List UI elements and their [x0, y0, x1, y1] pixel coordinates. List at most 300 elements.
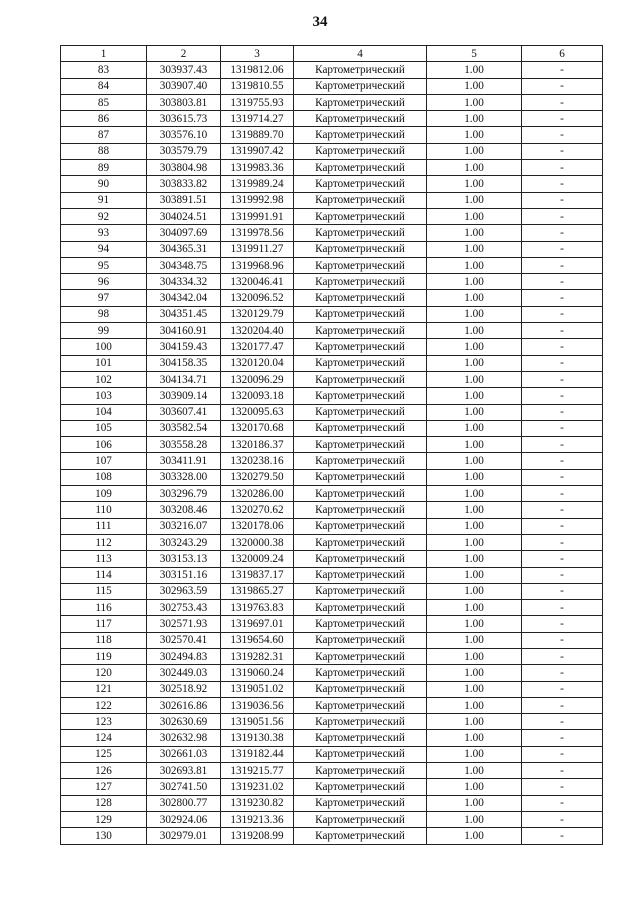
point-number-cell: 98 [61, 306, 147, 322]
point-number-cell: 104 [61, 404, 147, 420]
y-coordinate-cell: 1319654.60 [221, 632, 294, 648]
method-cell: Картометрический [294, 648, 427, 664]
table-row [61, 143, 603, 159]
y-coordinate-cell: 1319697.01 [221, 616, 294, 632]
x-coordinate-cell: 304334.32 [147, 274, 221, 290]
y-coordinate-cell: 1319992.98 [221, 192, 294, 208]
y-coordinate-cell: 1319968.96 [221, 257, 294, 273]
method-cell: Картометрический [294, 583, 427, 599]
point-number-cell: 88 [61, 143, 147, 159]
note-cell: - [522, 241, 603, 257]
x-coordinate-cell: 303833.82 [147, 176, 221, 192]
table-row [61, 241, 603, 257]
accuracy-cell: 1.00 [427, 600, 522, 616]
y-coordinate-cell: 1319810.55 [221, 78, 294, 94]
accuracy-cell: 1.00 [427, 78, 522, 94]
note-cell: - [522, 551, 603, 567]
method-cell: Картометрический [294, 404, 427, 420]
accuracy-cell: 1.00 [427, 404, 522, 420]
note-cell: - [522, 306, 603, 322]
y-coordinate-cell: 1319051.02 [221, 681, 294, 697]
y-coordinate-cell: 1320279.50 [221, 469, 294, 485]
table-row [61, 225, 603, 241]
point-number-cell: 119 [61, 648, 147, 664]
accuracy-cell: 1.00 [427, 371, 522, 387]
table-row [61, 404, 603, 420]
point-number-cell: 124 [61, 730, 147, 746]
point-number-cell: 128 [61, 795, 147, 811]
y-coordinate-cell: 1319907.42 [221, 143, 294, 159]
table-row [61, 437, 603, 453]
table-row [61, 648, 603, 664]
note-cell: - [522, 567, 603, 583]
note-cell: - [522, 404, 603, 420]
method-cell: Картометрический [294, 306, 427, 322]
table-body [61, 62, 603, 844]
accuracy-cell: 1.00 [427, 355, 522, 371]
point-number-cell: 122 [61, 697, 147, 713]
point-number-cell: 109 [61, 486, 147, 502]
point-number-cell: 121 [61, 681, 147, 697]
note-cell: - [522, 811, 603, 827]
y-coordinate-cell: 1319991.91 [221, 208, 294, 224]
y-coordinate-cell: 1319763.83 [221, 600, 294, 616]
note-cell: - [522, 160, 603, 176]
point-number-cell: 105 [61, 420, 147, 436]
column-header-1: 1 [61, 46, 147, 62]
y-coordinate-cell: 1319755.93 [221, 94, 294, 110]
accuracy-cell: 1.00 [427, 143, 522, 159]
table-row [61, 714, 603, 730]
note-cell: - [522, 111, 603, 127]
table-row [61, 600, 603, 616]
x-coordinate-cell: 303937.43 [147, 62, 221, 78]
table-row [61, 323, 603, 339]
column-header-3: 3 [221, 46, 294, 62]
method-cell: Картометрический [294, 78, 427, 94]
table-row [61, 208, 603, 224]
x-coordinate-cell: 302616.86 [147, 697, 221, 713]
accuracy-cell: 1.00 [427, 632, 522, 648]
table-row [61, 62, 603, 78]
method-cell: Картометрический [294, 518, 427, 534]
table-row [61, 730, 603, 746]
note-cell: - [522, 469, 603, 485]
method-cell: Картометрический [294, 225, 427, 241]
table-row [61, 583, 603, 599]
point-number-cell: 86 [61, 111, 147, 127]
table-row [61, 339, 603, 355]
method-cell: Картометрический [294, 274, 427, 290]
note-cell: - [522, 388, 603, 404]
method-cell: Картометрический [294, 779, 427, 795]
accuracy-cell: 1.00 [427, 306, 522, 322]
point-number-cell: 123 [61, 714, 147, 730]
accuracy-cell: 1.00 [427, 274, 522, 290]
y-coordinate-cell: 1319230.82 [221, 795, 294, 811]
method-cell: Картометрический [294, 697, 427, 713]
note-cell: - [522, 779, 603, 795]
method-cell: Картометрический [294, 763, 427, 779]
method-cell: Картометрический [294, 616, 427, 632]
y-coordinate-cell: 1319978.56 [221, 225, 294, 241]
x-coordinate-cell: 304348.75 [147, 257, 221, 273]
method-cell: Картометрический [294, 502, 427, 518]
accuracy-cell: 1.00 [427, 257, 522, 273]
y-coordinate-cell: 1320046.41 [221, 274, 294, 290]
point-number-cell: 92 [61, 208, 147, 224]
note-cell: - [522, 632, 603, 648]
x-coordinate-cell: 302753.43 [147, 600, 221, 616]
point-number-cell: 93 [61, 225, 147, 241]
accuracy-cell: 1.00 [427, 469, 522, 485]
accuracy-cell: 1.00 [427, 420, 522, 436]
point-number-cell: 90 [61, 176, 147, 192]
note-cell: - [522, 486, 603, 502]
x-coordinate-cell: 302518.92 [147, 681, 221, 697]
x-coordinate-cell: 303607.41 [147, 404, 221, 420]
y-coordinate-cell: 1320178.06 [221, 518, 294, 534]
table-row [61, 763, 603, 779]
table-row [61, 306, 603, 322]
accuracy-cell: 1.00 [427, 763, 522, 779]
note-cell: - [522, 681, 603, 697]
accuracy-cell: 1.00 [427, 388, 522, 404]
method-cell: Картометрический [294, 600, 427, 616]
y-coordinate-cell: 1320095.63 [221, 404, 294, 420]
method-cell: Картометрический [294, 388, 427, 404]
table-row [61, 616, 603, 632]
note-cell: - [522, 534, 603, 550]
note-cell: - [522, 714, 603, 730]
note-cell: - [522, 518, 603, 534]
table-row [61, 795, 603, 811]
accuracy-cell: 1.00 [427, 290, 522, 306]
x-coordinate-cell: 303208.46 [147, 502, 221, 518]
accuracy-cell: 1.00 [427, 502, 522, 518]
table-row [61, 486, 603, 502]
y-coordinate-cell: 1320238.16 [221, 453, 294, 469]
note-cell: - [522, 127, 603, 143]
accuracy-cell: 1.00 [427, 208, 522, 224]
y-coordinate-cell: 1320096.29 [221, 371, 294, 387]
table-row [61, 355, 603, 371]
y-coordinate-cell: 1320129.79 [221, 306, 294, 322]
accuracy-cell: 1.00 [427, 127, 522, 143]
coordinates-table [60, 45, 603, 845]
method-cell: Картометрический [294, 811, 427, 827]
x-coordinate-cell: 303891.51 [147, 192, 221, 208]
method-cell: Картометрический [294, 486, 427, 502]
point-number-cell: 97 [61, 290, 147, 306]
accuracy-cell: 1.00 [427, 551, 522, 567]
point-number-cell: 89 [61, 160, 147, 176]
accuracy-cell: 1.00 [427, 339, 522, 355]
table-row [61, 681, 603, 697]
accuracy-cell: 1.00 [427, 714, 522, 730]
point-number-cell: 130 [61, 828, 147, 844]
accuracy-cell: 1.00 [427, 583, 522, 599]
accuracy-cell: 1.00 [427, 176, 522, 192]
x-coordinate-cell: 304365.31 [147, 241, 221, 257]
column-header-5: 5 [427, 46, 522, 62]
note-cell: - [522, 437, 603, 453]
method-cell: Картометрический [294, 192, 427, 208]
note-cell: - [522, 94, 603, 110]
accuracy-cell: 1.00 [427, 94, 522, 110]
x-coordinate-cell: 302630.69 [147, 714, 221, 730]
accuracy-cell: 1.00 [427, 616, 522, 632]
note-cell: - [522, 665, 603, 681]
method-cell: Картометрический [294, 453, 427, 469]
method-cell: Картометрический [294, 632, 427, 648]
note-cell: - [522, 274, 603, 290]
x-coordinate-cell: 303243.29 [147, 534, 221, 550]
point-number-cell: 129 [61, 811, 147, 827]
accuracy-cell: 1.00 [427, 567, 522, 583]
y-coordinate-cell: 1320270.62 [221, 502, 294, 518]
table-row [61, 111, 603, 127]
column-header-2: 2 [147, 46, 221, 62]
x-coordinate-cell: 303153.13 [147, 551, 221, 567]
table-row [61, 94, 603, 110]
method-cell: Картометрический [294, 290, 427, 306]
point-number-cell: 127 [61, 779, 147, 795]
x-coordinate-cell: 302800.77 [147, 795, 221, 811]
x-coordinate-cell: 302571.93 [147, 616, 221, 632]
table-row [61, 779, 603, 795]
point-number-cell: 117 [61, 616, 147, 632]
y-coordinate-cell: 1319837.17 [221, 567, 294, 583]
point-number-cell: 103 [61, 388, 147, 404]
table-row [61, 127, 603, 143]
note-cell: - [522, 795, 603, 811]
method-cell: Картометрический [294, 257, 427, 273]
note-cell: - [522, 339, 603, 355]
accuracy-cell: 1.00 [427, 437, 522, 453]
y-coordinate-cell: 1320120.04 [221, 355, 294, 371]
y-coordinate-cell: 1319282.31 [221, 648, 294, 664]
point-number-cell: 101 [61, 355, 147, 371]
accuracy-cell: 1.00 [427, 828, 522, 844]
method-cell: Картометрический [294, 241, 427, 257]
point-number-cell: 115 [61, 583, 147, 599]
method-cell: Картометрический [294, 62, 427, 78]
x-coordinate-cell: 303579.79 [147, 143, 221, 159]
point-number-cell: 125 [61, 746, 147, 762]
accuracy-cell: 1.00 [427, 681, 522, 697]
accuracy-cell: 1.00 [427, 746, 522, 762]
method-cell: Картометрический [294, 371, 427, 387]
table-row [61, 534, 603, 550]
point-number-cell: 112 [61, 534, 147, 550]
note-cell: - [522, 828, 603, 844]
method-cell: Картометрический [294, 828, 427, 844]
x-coordinate-cell: 304158.35 [147, 355, 221, 371]
note-cell: - [522, 600, 603, 616]
y-coordinate-cell: 1319812.06 [221, 62, 294, 78]
accuracy-cell: 1.00 [427, 795, 522, 811]
note-cell: - [522, 648, 603, 664]
x-coordinate-cell: 302741.50 [147, 779, 221, 795]
column-header-4: 4 [294, 46, 427, 62]
note-cell: - [522, 257, 603, 273]
x-coordinate-cell: 304134.71 [147, 371, 221, 387]
note-cell: - [522, 730, 603, 746]
page-number: 34 [312, 14, 328, 30]
x-coordinate-cell: 303909.14 [147, 388, 221, 404]
y-coordinate-cell: 1320093.18 [221, 388, 294, 404]
note-cell: - [522, 502, 603, 518]
table-row [61, 257, 603, 273]
point-number-cell: 113 [61, 551, 147, 567]
method-cell: Картометрический [294, 323, 427, 339]
y-coordinate-cell: 1319889.70 [221, 127, 294, 143]
accuracy-cell: 1.00 [427, 779, 522, 795]
point-number-cell: 106 [61, 437, 147, 453]
method-cell: Картометрический [294, 746, 427, 762]
note-cell: - [522, 453, 603, 469]
point-number-cell: 116 [61, 600, 147, 616]
note-cell: - [522, 290, 603, 306]
x-coordinate-cell: 303216.07 [147, 518, 221, 534]
accuracy-cell: 1.00 [427, 323, 522, 339]
note-cell: - [522, 583, 603, 599]
x-coordinate-cell: 303296.79 [147, 486, 221, 502]
point-number-cell: 99 [61, 323, 147, 339]
y-coordinate-cell: 1320204.40 [221, 323, 294, 339]
x-coordinate-cell: 303411.91 [147, 453, 221, 469]
note-cell: - [522, 616, 603, 632]
point-number-cell: 126 [61, 763, 147, 779]
x-coordinate-cell: 304097.69 [147, 225, 221, 241]
method-cell: Картометрический [294, 730, 427, 746]
x-coordinate-cell: 304159.43 [147, 339, 221, 355]
x-coordinate-cell: 304342.04 [147, 290, 221, 306]
table-row [61, 665, 603, 681]
method-cell: Картометрический [294, 551, 427, 567]
accuracy-cell: 1.00 [427, 192, 522, 208]
table-row [61, 420, 603, 436]
x-coordinate-cell: 303151.16 [147, 567, 221, 583]
point-number-cell: 108 [61, 469, 147, 485]
y-coordinate-cell: 1320286.00 [221, 486, 294, 502]
table-row [61, 453, 603, 469]
x-coordinate-cell: 302924.06 [147, 811, 221, 827]
x-coordinate-cell: 304024.51 [147, 208, 221, 224]
note-cell: - [522, 192, 603, 208]
x-coordinate-cell: 303907.40 [147, 78, 221, 94]
point-number-cell: 83 [61, 62, 147, 78]
y-coordinate-cell: 1319215.77 [221, 763, 294, 779]
method-cell: Картометрический [294, 160, 427, 176]
accuracy-cell: 1.00 [427, 111, 522, 127]
x-coordinate-cell: 302449.03 [147, 665, 221, 681]
method-cell: Картометрический [294, 437, 427, 453]
x-coordinate-cell: 303582.54 [147, 420, 221, 436]
note-cell: - [522, 323, 603, 339]
note-cell: - [522, 176, 603, 192]
method-cell: Картометрический [294, 94, 427, 110]
y-coordinate-cell: 1320186.37 [221, 437, 294, 453]
x-coordinate-cell: 302570.41 [147, 632, 221, 648]
x-coordinate-cell: 302963.59 [147, 583, 221, 599]
y-coordinate-cell: 1319983.36 [221, 160, 294, 176]
point-number-cell: 114 [61, 567, 147, 583]
point-number-cell: 84 [61, 78, 147, 94]
point-number-cell: 91 [61, 192, 147, 208]
table-row [61, 371, 603, 387]
y-coordinate-cell: 1320096.52 [221, 290, 294, 306]
table-row [61, 746, 603, 762]
point-number-cell: 100 [61, 339, 147, 355]
method-cell: Картометрический [294, 420, 427, 436]
x-coordinate-cell: 303558.28 [147, 437, 221, 453]
x-coordinate-cell: 303328.00 [147, 469, 221, 485]
x-coordinate-cell: 302632.98 [147, 730, 221, 746]
point-number-cell: 96 [61, 274, 147, 290]
table-row [61, 160, 603, 176]
x-coordinate-cell: 304160.91 [147, 323, 221, 339]
method-cell: Картометрический [294, 469, 427, 485]
table-row [61, 274, 603, 290]
table-row [61, 697, 603, 713]
x-coordinate-cell: 304351.45 [147, 306, 221, 322]
y-coordinate-cell: 1319865.27 [221, 583, 294, 599]
table-row [61, 388, 603, 404]
y-coordinate-cell: 1319051.56 [221, 714, 294, 730]
point-number-cell: 120 [61, 665, 147, 681]
y-coordinate-cell: 1319213.36 [221, 811, 294, 827]
y-coordinate-cell: 1320177.47 [221, 339, 294, 355]
y-coordinate-cell: 1320170.68 [221, 420, 294, 436]
method-cell: Картометрический [294, 127, 427, 143]
accuracy-cell: 1.00 [427, 518, 522, 534]
y-coordinate-cell: 1319989.24 [221, 176, 294, 192]
point-number-cell: 110 [61, 502, 147, 518]
table-row [61, 176, 603, 192]
x-coordinate-cell: 302979.01 [147, 828, 221, 844]
table-row [61, 518, 603, 534]
table-row [61, 192, 603, 208]
table-row [61, 78, 603, 94]
method-cell: Картометрический [294, 714, 427, 730]
method-cell: Картометрический [294, 534, 427, 550]
method-cell: Картометрический [294, 339, 427, 355]
accuracy-cell: 1.00 [427, 648, 522, 664]
point-number-cell: 95 [61, 257, 147, 273]
accuracy-cell: 1.00 [427, 225, 522, 241]
note-cell: - [522, 763, 603, 779]
x-coordinate-cell: 302494.83 [147, 648, 221, 664]
y-coordinate-cell: 1320009.24 [221, 551, 294, 567]
table-header [61, 46, 603, 62]
y-coordinate-cell: 1319911.27 [221, 241, 294, 257]
table-row [61, 632, 603, 648]
method-cell: Картометрический [294, 795, 427, 811]
accuracy-cell: 1.00 [427, 62, 522, 78]
column-header-6: 6 [522, 46, 603, 62]
point-number-cell: 102 [61, 371, 147, 387]
y-coordinate-cell: 1319130.38 [221, 730, 294, 746]
table-row [61, 290, 603, 306]
accuracy-cell: 1.00 [427, 697, 522, 713]
table-row [61, 469, 603, 485]
x-coordinate-cell: 302661.03 [147, 746, 221, 762]
method-cell: Картометрический [294, 665, 427, 681]
note-cell: - [522, 355, 603, 371]
note-cell: - [522, 225, 603, 241]
